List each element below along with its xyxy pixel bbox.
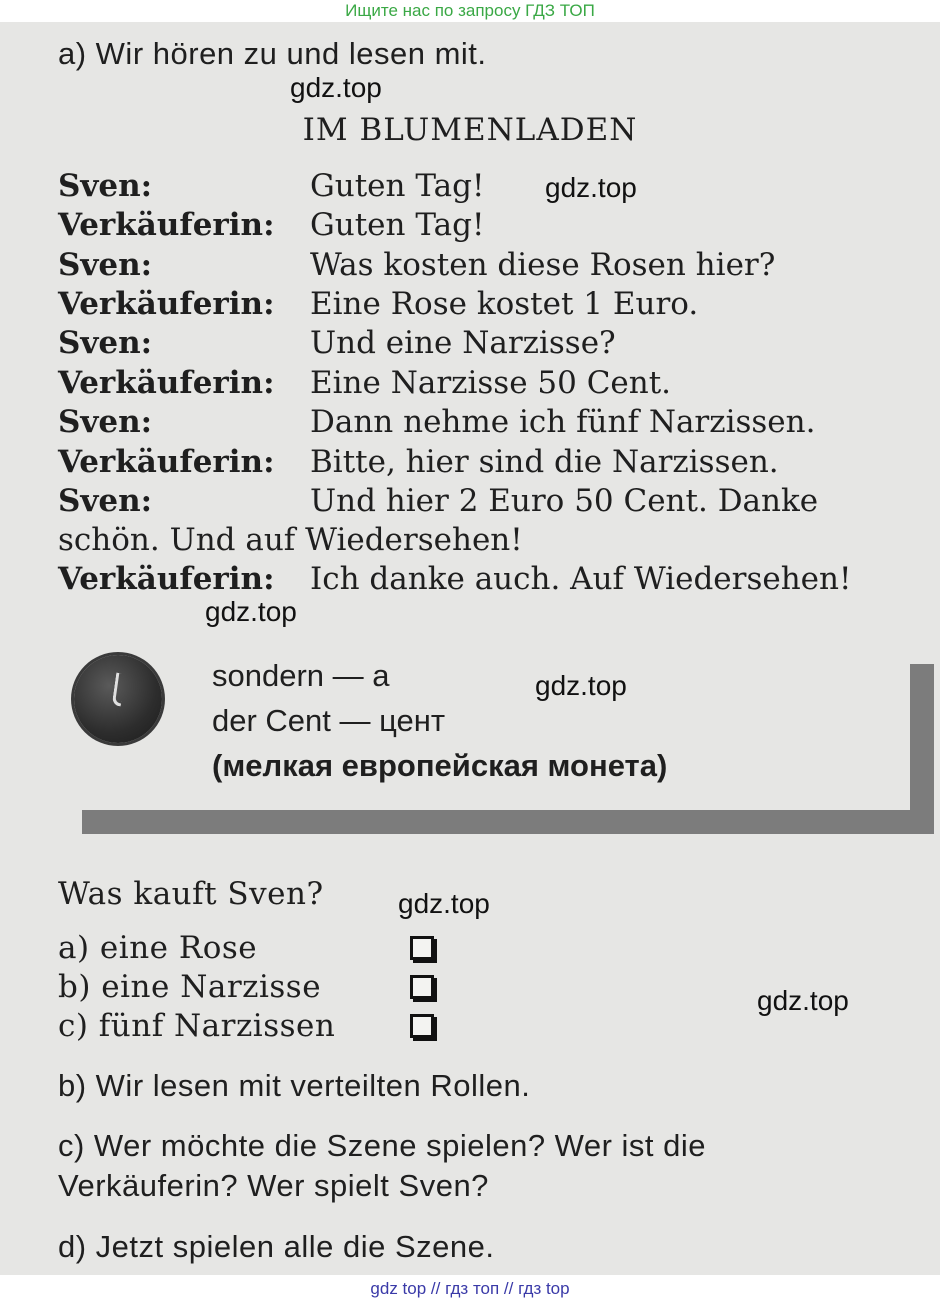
question: Was kauft Sven? xyxy=(58,876,324,912)
vocab-line: der Cent — цент xyxy=(212,703,446,738)
speaker: Sven: xyxy=(58,168,153,204)
option-c: c) fünf Narzissen xyxy=(58,1008,336,1044)
speaker: Sven: xyxy=(58,247,153,283)
task-c-line2: Verkäuferin? Wer spielt Sven? xyxy=(58,1168,489,1203)
watermark: gdz.top xyxy=(545,172,637,203)
speech: Und hier 2 Euro 50 Cent. Danke xyxy=(310,483,819,519)
watermark: gdz.top xyxy=(290,72,382,103)
vocab-line: sondern — а xyxy=(212,658,390,693)
checkbox-b[interactable] xyxy=(410,975,434,999)
speech: Und eine Narzisse? xyxy=(310,325,616,361)
dialogue-title: IM BLUMENLADEN xyxy=(302,112,638,148)
speech: schön. Und auf Wiedersehen! xyxy=(58,522,523,558)
speech: Guten Tag! xyxy=(310,207,485,243)
speaker: Verkäuferin: xyxy=(58,561,275,597)
speech: Ich danke auch. Auf Wiedersehen! xyxy=(310,561,852,597)
option-a: a) eine Rose xyxy=(58,930,258,966)
vocabulary-box-border xyxy=(910,664,934,834)
bottom-banner[interactable]: gdz top // гдз топ // гдз top xyxy=(0,1275,940,1303)
coin-icon xyxy=(74,655,162,743)
task-a: a) Wir hören zu und lesen mit. xyxy=(58,36,487,71)
top-banner[interactable]: Ищите нас по запросу ГДЗ ТОП xyxy=(0,0,940,22)
speaker: Sven: xyxy=(58,325,153,361)
speaker: Verkäuferin: xyxy=(58,286,275,322)
speech: Eine Rose kostet 1 Euro. xyxy=(310,286,699,322)
speaker: Verkäuferin: xyxy=(58,207,275,243)
checkbox-a[interactable] xyxy=(410,936,434,960)
vocabulary-box-border xyxy=(82,810,934,834)
checkbox-c[interactable] xyxy=(410,1014,434,1038)
watermark: gdz.top xyxy=(757,985,849,1016)
speech: Eine Narzisse 50 Cent. xyxy=(310,365,672,401)
speech: Dann nehme ich fünf Narzissen. xyxy=(310,404,816,440)
speaker: Sven: xyxy=(58,483,153,519)
task-d: d) Jetzt spielen alle die Szene. xyxy=(58,1229,495,1264)
watermark: gdz.top xyxy=(535,670,627,701)
speech: Guten Tag! xyxy=(310,168,485,204)
option-b: b) eine Narzisse xyxy=(58,969,322,1005)
task-b: b) Wir lesen mit verteilten Rollen. xyxy=(58,1068,531,1103)
speech: Was kosten diese Rosen hier? xyxy=(310,247,776,283)
watermark: gdz.top xyxy=(205,596,297,627)
speaker: Verkäuferin: xyxy=(58,365,275,401)
vocab-line: (мелкая европейская монета) xyxy=(212,748,668,783)
speaker: Verkäuferin: xyxy=(58,444,275,480)
watermark: gdz.top xyxy=(398,888,490,919)
speaker: Sven: xyxy=(58,404,153,440)
task-c-line1: c) Wer möchte die Szene spielen? Wer ist die xyxy=(58,1128,707,1163)
speech: Bitte, hier sind die Narzissen. xyxy=(310,444,779,480)
